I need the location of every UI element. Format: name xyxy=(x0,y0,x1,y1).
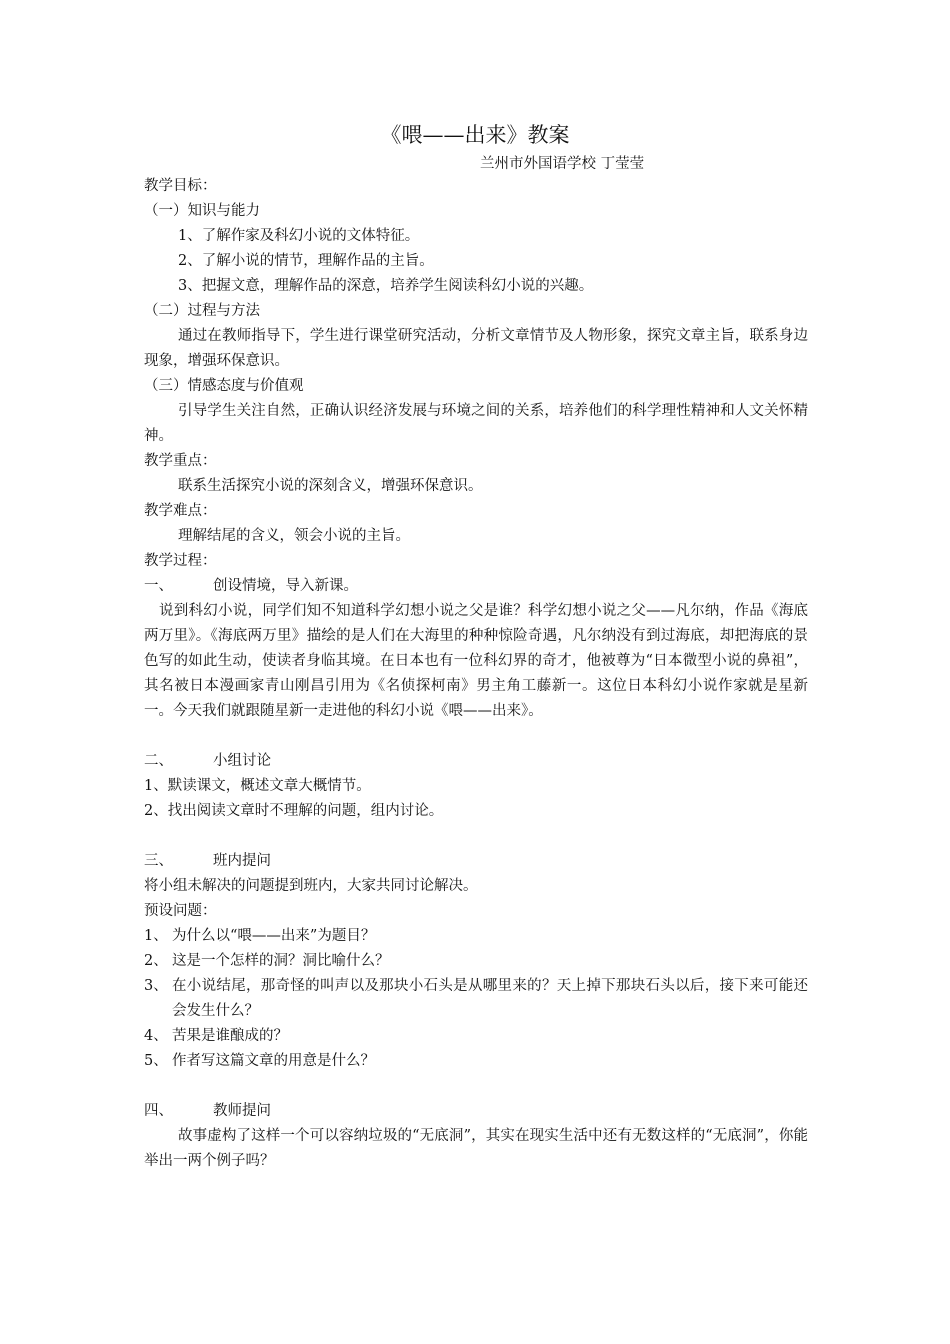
section-heading-process: （二）过程与方法 xyxy=(144,303,260,319)
step-number: 三、 xyxy=(144,853,173,869)
question-text: 为什么以“喂——出来”为题目？ xyxy=(172,928,376,944)
question-item xyxy=(144,949,808,974)
step-title: 教师提问 xyxy=(213,1103,271,1119)
question-number: 4、 xyxy=(144,1028,168,1044)
difficulty-heading: 教学难点： xyxy=(144,503,217,519)
step-heading-1 xyxy=(144,574,808,599)
discussion-item: 2、找出阅读文章时不理解的问题，组内讨论。 xyxy=(144,803,444,819)
question-item xyxy=(144,1024,808,1049)
step-number: 一、 xyxy=(144,578,173,594)
question-text: 作者写这篇文章的用意是什么？ xyxy=(172,1053,375,1069)
question-number: 5、 xyxy=(144,1053,168,1069)
question-text: 苦果是谁酿成的？ xyxy=(172,1028,288,1044)
goal-item: 2、了解小说的情节，理解作品的主旨。 xyxy=(178,253,434,269)
key-points-heading: 教学重点： xyxy=(144,453,217,469)
process-heading: 教学过程： xyxy=(144,553,217,569)
intro-paragraph: 说到科幻小说，同学们知不知道科学幻想小说之父是谁？科学幻想小说之父——凡尔纳，作品《海底两万里》。《海底两万里》描绘的是人们在大海里的种种惊险奇遇，凡尔纳没有到过海底，却把海底的景色写的如此生动，使读者身临其境。在日本也有一位科幻界的奇才，他被尊为“日本微型小说的鼻祖”，其名被日本漫画家青山刚昌引用为《名侦探柯南》男主角工藤新一。这位日本科幻小说作家就是星新一。今天我们就跟随星新一走进他的科幻小说《喂——出来》。 xyxy=(144,603,808,719)
step-number: 二、 xyxy=(144,753,173,769)
step-heading-4 xyxy=(144,1099,808,1124)
question-text: 在小说结尾，那奇怪的叫声以及那块小石头是从哪里来的？天上掉下那块石头以后，接下来可能还会发生什么？ xyxy=(172,978,808,1019)
question-item xyxy=(144,1049,808,1074)
step-heading-2 xyxy=(144,749,808,774)
class-question-text: 将小组未解决的问题提到班内，大家共同讨论解决。 xyxy=(144,878,478,894)
section-heading-attitude: （三）情感态度与价值观 xyxy=(144,378,304,394)
question-number: 3、 xyxy=(144,978,168,994)
key-points-text: 联系生活探究小说的深刻含义，增强环保意识。 xyxy=(178,478,483,494)
document-body xyxy=(144,174,808,1174)
spacer xyxy=(144,824,808,849)
question-item xyxy=(144,974,808,1024)
attitude-paragraph: 引导学生关注自然，正确认识经济发展与环境之间的关系，培养他们的科学理性精神和人文关怀精神。 xyxy=(144,403,808,444)
step-title: 小组讨论 xyxy=(213,753,271,769)
step-title: 创设情境，导入新课。 xyxy=(213,578,358,594)
question-item xyxy=(144,924,808,949)
teacher-question-paragraph: 故事虚构了这样一个可以容纳垃圾的“无底洞”，其实在现实生活中还有无数这样的“无底洞”，你能举出一两个例子吗？ xyxy=(144,1128,808,1169)
difficulty-text: 理解结尾的含义，领会小说的主旨。 xyxy=(178,528,410,544)
goal-item: 3、把握文意，理解作品的深意，培养学生阅读科幻小说的兴趣。 xyxy=(178,278,594,294)
spacer xyxy=(144,724,808,749)
author-line: 兰州市外国语学校 丁莹莹 xyxy=(480,156,645,172)
step-number: 四、 xyxy=(144,1103,173,1119)
process-paragraph: 通过在教师指导下，学生进行课堂研究活动，分析文章情节及人物形象，探究文章主旨，联系身边现象，增强环保意识。 xyxy=(144,328,808,369)
document-title: 《喂——出来》教案 xyxy=(380,123,570,147)
goals-heading: 教学目标： xyxy=(144,178,217,194)
question-number: 2、 xyxy=(144,953,168,969)
preset-questions-heading: 预设问题： xyxy=(144,903,217,919)
question-number: 1、 xyxy=(144,928,168,944)
goal-item: 1、了解作家及科幻小说的文体特征。 xyxy=(178,228,420,244)
discussion-item: 1、默读课文，概述文章大概情节。 xyxy=(144,778,371,794)
step-title: 班内提问 xyxy=(213,853,271,869)
step-heading-3 xyxy=(144,849,808,874)
section-heading-knowledge: （一）知识与能力 xyxy=(144,203,260,219)
question-text: 这是一个怎样的洞？洞比喻什么？ xyxy=(172,953,390,969)
spacer xyxy=(144,1074,808,1099)
